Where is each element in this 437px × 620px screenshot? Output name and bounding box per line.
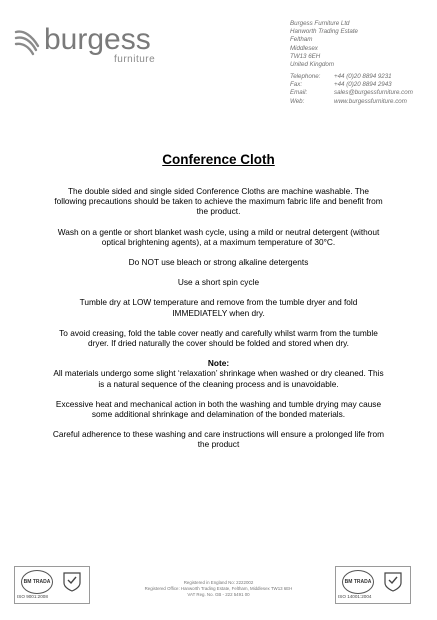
contact-value: +44 (0)20 8894 9231: [334, 73, 392, 80]
address-line: Feltham: [290, 36, 313, 44]
contact-details: [290, 73, 413, 106]
paragraph-adherence: Careful adherence to these washing and care instructions will ensure a prolonged life from the product: [52, 429, 385, 450]
footer-line: Registered in England No: 2222002: [183, 580, 254, 585]
paragraph-crease: To avoid creasing, fold the table cover neatly and carefully whilst warm from the tumble dryer. If dried naturally the cover should be folded and stored when dry.: [59, 327, 378, 349]
contact-value[interactable]: sales@burgessfurniture.com: [334, 89, 413, 97]
paragraph-tumble: Tumble dry at LOW temperature and remove from the tumble dryer and fold IMMEDIATELY when dry.: [79, 297, 358, 318]
contact-label: Telephone:: [290, 73, 321, 80]
ukas-crown-icon: [382, 571, 404, 593]
page-title: Conference Cloth: [162, 152, 275, 167]
badge-cert: ISO 9001:2008: [17, 594, 48, 599]
paragraph-bleach: Do NOT use bleach or strong alkaline detergents: [128, 257, 309, 268]
badge-org: BM TRADA: [21, 570, 53, 594]
address-line: Hanworth Trading Estate: [290, 28, 358, 36]
contact-label: Web:: [290, 97, 305, 105]
badge-cert: ISO 14001:2004: [338, 594, 372, 599]
contact-fax: [290, 81, 413, 89]
brand-subtitle: furniture: [114, 54, 156, 65]
address-line: Burgess Furniture Ltd: [290, 20, 350, 27]
company-logo: [14, 24, 184, 74]
contact-label: Email:: [290, 89, 308, 97]
paragraph-heat: Excessive heat and mechanical action in both the washing and tumble drying may cause some additional shrinkage and delamination of the bonded materials.: [55, 398, 382, 420]
contact-web: [290, 98, 413, 106]
ukas-crown-icon: [61, 571, 83, 593]
paragraph-note: All materials undergo some slight ‘relaxation’ shrinkage when washed or dry cleaned. This is a natural sequence of the cleaning process and is unavoidable.: [53, 368, 384, 389]
contact-value: +44 (0)20 8894 2943: [334, 81, 392, 89]
address-line: TW13 6EH: [290, 52, 321, 60]
badge-org: BM TRADA: [342, 570, 374, 594]
footer-line: Registered Office: Hanworth Trading Estate, Feltham, Middlesex TW13 6EH: [144, 586, 293, 592]
contact-telephone: [290, 73, 413, 81]
footer-registration: [100, 580, 337, 599]
contact-value[interactable]: www.burgessfurniture.com: [334, 97, 407, 105]
certification-badge-left: [14, 566, 90, 604]
footer-line: VAT Reg. No. GB - 222 5491 00: [187, 592, 250, 598]
contact-email: [290, 89, 413, 97]
paragraph-wash: Wash on a gentle or short blanket wash cycle, using a mild or neutral detergent (without optical brightening agents), at a maximum temperature of 30°C.: [57, 226, 380, 247]
contact-label: Fax:: [290, 81, 303, 89]
brand-swoosh-icon: [14, 26, 44, 60]
paragraph-intro: The double sided and single sided Conference Cloths are machine washable. The following precautions should be taken to achieve the maximum fabric life and benefit from the product.: [54, 186, 383, 217]
company-address: [290, 20, 358, 69]
paragraph-spin: Use a short spin cycle: [177, 277, 260, 288]
address-line: Middlesex: [290, 44, 318, 52]
document-body: [52, 186, 385, 450]
address-line: United Kingdom: [290, 61, 335, 69]
note-heading: Note:: [207, 358, 230, 369]
brand-name: burgess: [44, 23, 151, 56]
certification-badge-right: [335, 566, 411, 604]
